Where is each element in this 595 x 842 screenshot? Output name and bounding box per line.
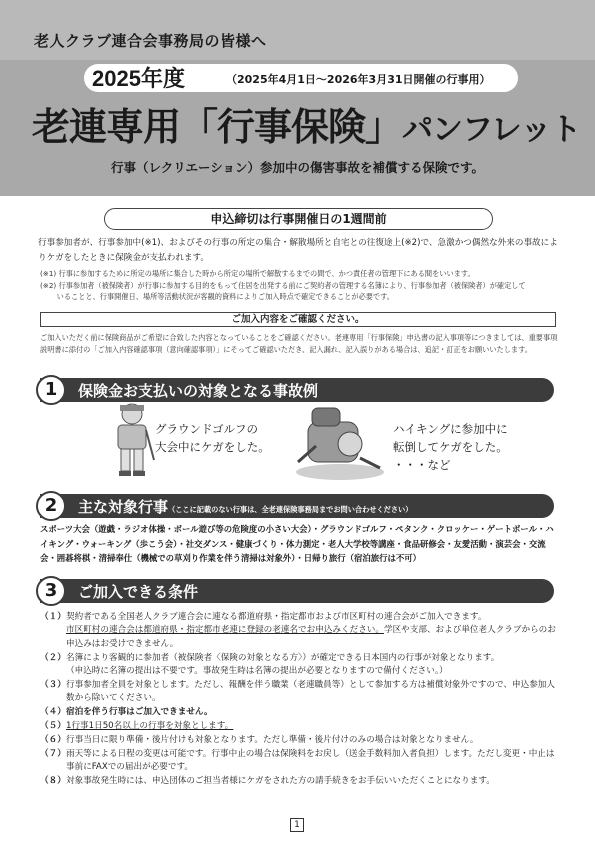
footnote-1: (※1) 行事に参加するために所定の場所に集合した時から所定の場所で解散するまでの間で、かつ責任者の管理下にある間をいいます。 [40, 269, 475, 278]
condition-text [66, 611, 562, 651]
condition-number: （４） [40, 707, 66, 718]
section-number: 3 [36, 576, 66, 606]
condition-line: 契約者である全国老人クラブ連合会に連なる都道府県・指定都市および市区町村の連合会がご加入できます。 [66, 612, 487, 622]
section-1-header [40, 378, 554, 402]
hiker-fall-illustration [290, 402, 388, 482]
condition-item [40, 775, 562, 788]
condition-item [40, 679, 562, 706]
condition-text: 雨天等による日程の変更は可能です。行事中止の場合は保険料をお戻し（送金手数料加入者負担）します。ただし変更・中止は事前にFAXでの届出が必要です。 [66, 749, 555, 773]
condition-line-underlined: 市区町村の連合会は都道府県・指定都市老連に登録の老連名でお申込みください。 [66, 625, 384, 636]
condition-item [40, 734, 562, 747]
confirm-box: ご加入内容をご確認ください。 [40, 312, 556, 327]
page-number: 1 [290, 818, 304, 832]
condition-item [40, 706, 562, 719]
condition-number: （５） [40, 721, 66, 732]
footnotes [40, 268, 560, 303]
footnote-2-cont: いることと、行事開催日、場所等活動状況が客観的資料によりご加入時点で確定できることが必要です。 [40, 292, 394, 301]
condition-line: （申込時に名簿の提出は不要です。事故発生時は名簿の提出が必要となりますので備付ください。） [66, 666, 448, 677]
section-number: 1 [36, 375, 66, 405]
condition-text [66, 652, 562, 679]
condition-item [40, 652, 562, 679]
section-title-note: （ここに記載のない行事は、全老連保険事務局までお問い合わせください） [168, 505, 413, 514]
condition-text: 行事参加者全員を対象とします。ただし、報酬を伴う職業（老連職員等）として参加する方は補償対象外ですので、申込参加人数から除いてください。 [66, 680, 555, 704]
section-title-text: 主な対象行事 [78, 498, 169, 516]
example-1-line2: 大会中にケガをした。 [155, 440, 270, 454]
subtitle: 行事（レクリエーション）参加中の傷害事故を補償する保険です。 [110, 160, 484, 175]
example-2-text [393, 420, 508, 474]
section-number: 2 [36, 491, 66, 521]
condition-line: 学区や支部、および単位老人クラブからのお申込みはお受けできません。 [66, 625, 556, 649]
intro-paragraph: 行事参加者が、行事参加中(※1)、およびその行事の所定の集合・解散場所と自宅との往復途上(※2)で、急激かつ偶然な外来の事故によりケガをしたときに保険金が支払われます。 [38, 238, 558, 263]
condition-line: 名簿により客観的に参加者（被保険者〈保険の対象となる方〉）が確定できる日本国内の行事が対象となります。 [66, 652, 500, 663]
condition-number: （６） [40, 735, 66, 746]
title-tail: パンフレット [402, 112, 581, 148]
footnote-2: (※2) 行事参加者（被保険者）が行事に参加する目的をもって住居を出発する前にご契約者の管理する名簿により、行事参加者（被保険者）が確定して [40, 280, 526, 290]
example-2-line1: ハイキングに参加中に [393, 422, 508, 436]
page-title [32, 96, 580, 151]
section-title: 保険金お支払いの対象となる事故例 [78, 382, 319, 400]
condition-text: 対象事故発生時には、申込団体のご担当者様にケガをされた方の請手続きをお手伝いいただくことになります。 [66, 776, 495, 787]
section-3-header [40, 579, 554, 603]
condition-number: （２） [40, 652, 66, 663]
target-events: スポーツ大会（遊戯・ラジオ体操・ボール遊び等の危険度の小さい大会）・グラウンドゴルフ・ペタンク・クロッケー・ゲートボール・ハイキング・ウォーキング（歩こう会）・社交ダンス・健康づくり・体力測定・老人大学校等講座・食品研修会・友愛活動・演芸会・交流会・囲碁将棋・清掃奉仕（機械での草刈り作業を伴う清掃は対象外）・日帰り旅行（宿泊旅行は不可） [40, 524, 554, 563]
condition-item [40, 748, 562, 775]
condition-item [40, 720, 562, 733]
condition-text: 行事当日に限り準備・後片付けも対象となります。ただし準備・後片付けのみの場合は対象となりません。 [66, 735, 479, 746]
condition-text: 1行事1日50名以上の行事を対象とします。 [66, 721, 234, 732]
title-main: 老連専用「行事保険」 [32, 105, 403, 149]
condition-number: （７） [40, 749, 66, 760]
condition-item [40, 611, 562, 651]
example-2-line2: 転倒してケガをした。 [393, 440, 508, 454]
deadline-notice: 申込締切は行事開催日の1週間前 [104, 208, 493, 230]
example-2-line3: ・・・など [393, 458, 451, 472]
conditions-list [40, 611, 562, 789]
condition-number: （１） [40, 612, 66, 622]
golfer-illustration [108, 402, 156, 478]
condition-number: （８） [40, 776, 66, 787]
example-1-line1: グラウンドゴルフの [155, 422, 259, 436]
confirm-paragraph: ご加入いただく前に保険商品がご希望に合致した内容となっていることをご確認ください。老連専用「行事保険」申込書の記入事項等につきましては、重要事項説明書に添付の「ご加入内容確認事項（意向確認事項）」にそってご確認いただき、記入漏れ、記入誤りがある場合は、追記・訂正をお願いいたします。 [40, 333, 558, 354]
section-2-header [40, 494, 554, 518]
fiscal-year: 2025年度 [92, 66, 185, 91]
coverage-period: （2025年4月1日～2026年3月31日開催の行事用） [226, 73, 491, 86]
example-1-text [155, 420, 270, 456]
condition-text: 宿泊を伴う行事はご加入できません。 [66, 707, 213, 718]
section-title: ご加入できる条件 [78, 583, 199, 601]
addressee: 老人クラブ連合会事務局の皆様へ [34, 32, 267, 50]
condition-number: （３） [40, 680, 66, 691]
section-title [78, 496, 412, 517]
